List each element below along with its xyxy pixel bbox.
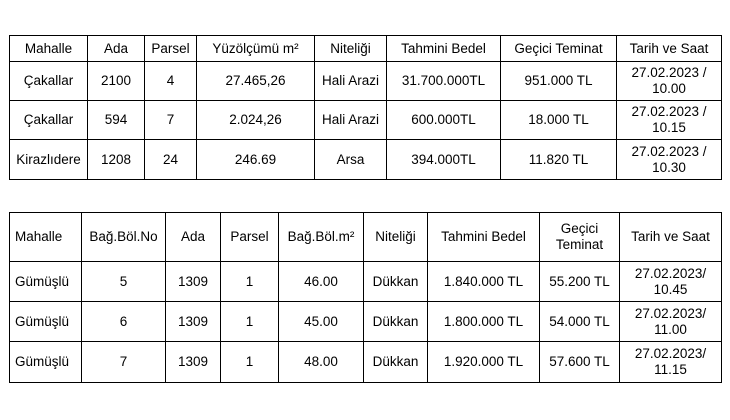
cell-niteligi: Hali Arazi: [315, 62, 387, 101]
header-ada: Ada: [88, 36, 145, 62]
header-mahalle: Mahalle: [10, 36, 88, 62]
table-row: [10, 101, 722, 140]
table-row: [10, 62, 722, 101]
cell-mahalle: Çakallar: [10, 101, 88, 140]
table-row: [10, 140, 722, 180]
cell-bag-bol-m2: 46.00: [279, 262, 364, 302]
cell-niteligi: Hali Arazi: [315, 101, 387, 140]
table-header-row: [10, 213, 722, 262]
cell-ada: 2100: [88, 62, 145, 101]
cell-niteligi: Dükkan: [364, 342, 428, 383]
cell-mahalle: Gümüşlü: [10, 342, 82, 383]
auction-table-shops: [9, 212, 722, 383]
cell-yuzolcumu: 2.024,26: [197, 101, 315, 140]
cell-tarih-saat: 27.02.2023 / 10.15: [617, 101, 722, 140]
cell-tahmini-bedel: 1.920.000 TL: [428, 342, 540, 383]
cell-bag-bol-m2: 48.00: [279, 342, 364, 383]
header-niteligi: Niteliği: [364, 213, 428, 262]
header-gecici-teminat: Geçici Teminat: [501, 36, 617, 62]
cell-mahalle: Gümüşlü: [10, 302, 82, 342]
header-bag-bol-m2: Bağ.Böl.m²: [279, 213, 364, 262]
header-tahmini-bedel: Tahmini Bedel: [387, 36, 501, 62]
cell-parsel: 7: [145, 101, 197, 140]
header-gecici-teminat: Geçici Teminat: [540, 213, 620, 262]
cell-bag-bol-m2: 45.00: [279, 302, 364, 342]
header-tarih-saat: Tarih ve Saat: [617, 36, 722, 62]
table-row: [10, 302, 722, 342]
cell-gecici-teminat: 57.600 TL: [540, 342, 620, 383]
cell-parsel: 1: [221, 302, 279, 342]
header-tahmini-bedel: Tahmini Bedel: [428, 213, 540, 262]
cell-gecici-teminat: 54.000 TL: [540, 302, 620, 342]
cell-gecici-teminat: 55.200 TL: [540, 262, 620, 302]
header-bag-bol-no: Bağ.Böl.No: [82, 213, 166, 262]
cell-ada: 1309: [166, 302, 221, 342]
cell-yuzolcumu: 246.69: [197, 140, 315, 180]
cell-mahalle: Çakallar: [10, 62, 88, 101]
cell-tarih-saat: 27.02.2023/ 11.15: [620, 342, 722, 383]
cell-ada: 1208: [88, 140, 145, 180]
header-yuzolcumu: Yüzölçümü m²: [197, 36, 315, 62]
cell-tahmini-bedel: 1.840.000 TL: [428, 262, 540, 302]
auction-table-land: [9, 35, 722, 180]
cell-parsel: 1: [221, 342, 279, 383]
header-niteligi: Niteliği: [315, 36, 387, 62]
cell-gecici-teminat: 11.820 TL: [501, 140, 617, 180]
cell-tarih-saat: 27.02.2023 / 10.30: [617, 140, 722, 180]
cell-ada: 594: [88, 101, 145, 140]
header-ada: Ada: [166, 213, 221, 262]
cell-tahmini-bedel: 1.800.000 TL: [428, 302, 540, 342]
table-header-row: [10, 36, 722, 62]
cell-bag-bol-no: 7: [82, 342, 166, 383]
header-parsel: Parsel: [221, 213, 279, 262]
cell-ada: 1309: [166, 262, 221, 302]
header-mahalle: Mahalle: [10, 213, 82, 262]
cell-tahmini-bedel: 31.700.000TL: [387, 62, 501, 101]
cell-tarih-saat: 27.02.2023/ 11.00: [620, 302, 722, 342]
cell-mahalle: Kirazlıdere: [10, 140, 88, 180]
table-row: [10, 262, 722, 302]
cell-niteligi: Dükkan: [364, 262, 428, 302]
cell-parsel: 1: [221, 262, 279, 302]
cell-tarih-saat: 27.02.2023/ 10.45: [620, 262, 722, 302]
table-row: [10, 342, 722, 383]
cell-gecici-teminat: 951.000 TL: [501, 62, 617, 101]
cell-yuzolcumu: 27.465,26: [197, 62, 315, 101]
cell-mahalle: Gümüşlü: [10, 262, 82, 302]
cell-tarih-saat: 27.02.2023 / 10.00: [617, 62, 722, 101]
cell-niteligi: Arsa: [315, 140, 387, 180]
cell-parsel: 24: [145, 140, 197, 180]
header-parsel: Parsel: [145, 36, 197, 62]
cell-bag-bol-no: 5: [82, 262, 166, 302]
cell-gecici-teminat: 18.000 TL: [501, 101, 617, 140]
header-tarih-saat: Tarih ve Saat: [620, 213, 722, 262]
cell-niteligi: Dükkan: [364, 302, 428, 342]
cell-tahmini-bedel: 600.000TL: [387, 101, 501, 140]
cell-ada: 1309: [166, 342, 221, 383]
cell-parsel: 4: [145, 62, 197, 101]
cell-bag-bol-no: 6: [82, 302, 166, 342]
cell-tahmini-bedel: 394.000TL: [387, 140, 501, 180]
